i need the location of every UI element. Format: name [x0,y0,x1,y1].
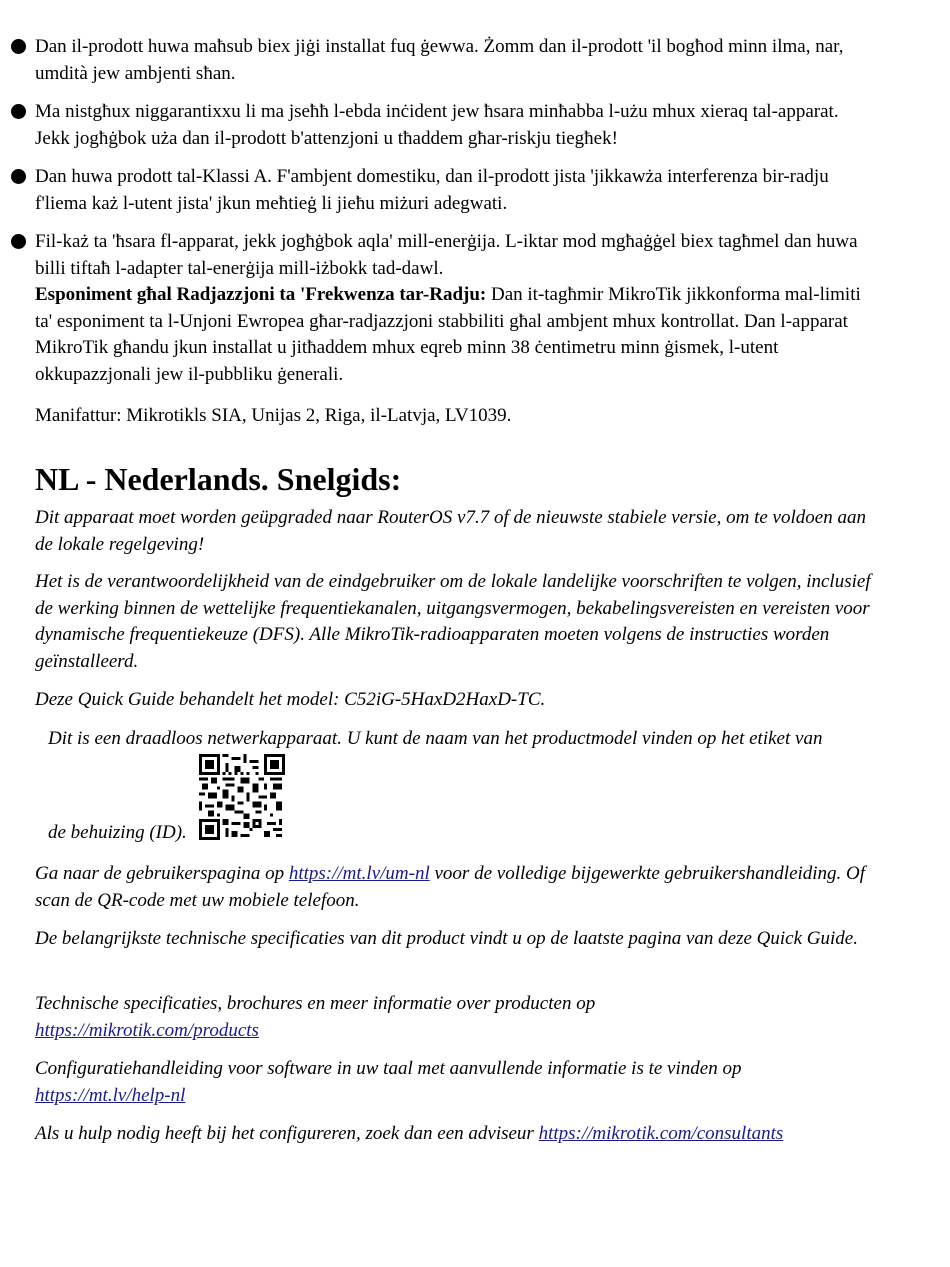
bullet-text: Dan il-prodott huwa maħsub biex jiġi installat fuq ġewwa. Żomm dan il-prodott 'il bogħod minn ilma, nar, umdità jew ambjenti sħan. [35,36,844,84]
bullet-dot-icon [11,234,26,249]
safety-bullet-list [0,34,950,400]
um-nl-link[interactable]: https://mt.lv/um-nl [288,863,430,884]
nl-specs-note: De belangrijkste technische specificaties van dit product vindt u op de laatste pagina van deze Quick Guide. [35,928,858,949]
consultants-link[interactable]: https://mikrotik.com/consultants [538,1123,784,1144]
nl-model-line: Deze Quick Guide behandelt het model: C52iG-5HaxD2HaxD-TC. [35,689,546,710]
section-heading-nl: NL - Nederlands. Snelgids: [35,461,402,497]
nl-help-paragraph [35,1056,795,1109]
qr-code-icon[interactable] [199,754,285,840]
nl-user-page-post: voor de volledige bijgewerkte gebruikershandleiding. Of scan de QR-code met uw mobiele telefoon. [35,863,866,911]
bullet-text: Ma nistgħux niggarantixxu li ma jseħħ l-ebda inċident jew ħsara minħabba l-użu mhux xieraq tal-apparat. Jekk jogħġbok uża dan il-prodott b'attenzjoni u tħaddem għar-riskju tiegħek! [35,101,839,149]
nl-device-text: Dit is een draadloos netwerkapparaat. U kunt de naam van het productmodel vinden op het etiket van [48,728,823,749]
help-nl-link[interactable]: https://mt.lv/help-nl [35,1084,186,1106]
nl-consultant-paragraph [35,1121,915,1148]
bullet-item [0,34,873,87]
bullet-dot-icon [11,169,26,184]
nl-upgrade-notice: Dit apparaat moet worden geüpgraded naar RouterOS v7.7 of de nieuwste stabiele versie, om te voldoen aan de lokale regelgeving! [35,507,866,555]
products-link[interactable]: https://mikrotik.com/products [35,1019,259,1041]
rf-exposure-title: Esponiment għal Radjazzjoni ta 'Frekwenza tar-Radju: [35,284,487,305]
nl-responsibility-text: Het is de verantwoordelijkheid van de eindgebruiker om de lokale landelijke voorschriften te volgen, inclusief de werking binnen de wettelijke frequentiekanalen, uitgangsvermogen, bekabelingsvereisten en vereisten voor dynamische frequentiekeuze (DFS). Alle MikroTik-radioapparaten moeten volgens de instructies worden geïnstalleerd. [35,571,871,672]
nl-user-page-pre: Ga naar de gebruikerspagina op [35,863,289,884]
bullet-dot-icon [11,39,26,54]
rf-exposure-text: Dan it-tagħmir MikroTik jikkonforma mal-limiti ta' esponiment ta l-Unjoni Ewropea għar-radjazzjoni stabbiliti għal ambjent mhux kontrollat. Dan l-apparat MikroTik għandu jkun installat u jitħaddem mhux eqreb minn 38 ċentimetru minn ġismek, l-utent okkupazzjonali jew il-pubbliku ġenerali. [35,284,861,385]
manufacturer-line: Manifattur: Mikrotikls SIA, Unijas 2, Riga, il-Latvja, LV1039. [35,405,512,426]
bullet-text: Fil-każ ta 'ħsara fl-apparat, jekk jogħġbok aqla' mill-enerġija. L-iktar mod mgħaġġel biex tagħmel dan huwa billi tiftaħ l-adapter tal-enerġija mill-iżbokk tad-dawl. [35,231,858,279]
nl-consultant-pre: Als u hulp nodig heeft bij het configureren, zoek dan een adviseur [35,1123,539,1144]
bullet-dot-icon [11,104,26,119]
bullet-text: Dan huwa prodott tal-Klassi A. F'ambjent domestiku, dan il-prodott jista 'jikkawża interferenza bir-radju f'liema każ l-utent jista' jkun meħtieġ li jieħu miżuri adegwati. [35,166,829,214]
nl-products-pre: Technische specificaties, brochures en meer informatie over producten op [35,993,596,1014]
bullet-item [0,99,873,152]
bullet-item [0,164,873,217]
nl-products-paragraph [35,991,655,1044]
bullet-item [0,229,873,388]
nl-user-page-paragraph [35,861,880,914]
rf-exposure-paragraph [35,282,873,388]
nl-help-pre: Configuratiehandleiding voor software in uw taal met aanvullende informatie is te vinden op [35,1058,742,1079]
nl-device-text-cont: de behuizing (ID). [48,822,187,843]
